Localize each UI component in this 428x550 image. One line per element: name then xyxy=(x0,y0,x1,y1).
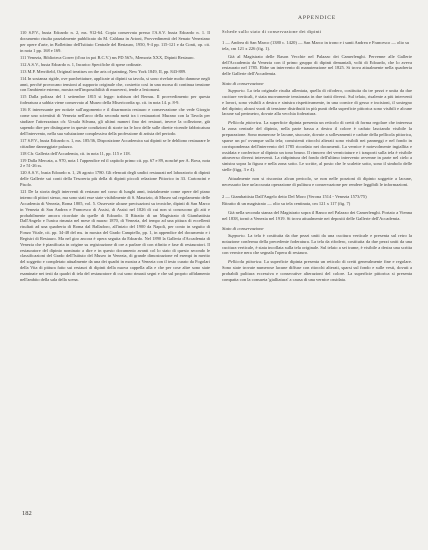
page-number: 182 xyxy=(22,510,32,517)
catalogue-entry-subtitle: Ritratto di un magistrato — olio su tela centinata, cm 121 x 117 (fig. 7) xyxy=(222,201,351,207)
paragraph xyxy=(222,120,412,173)
paragraph-text: La tela originale risulta allentata, quella di rifodero, costituita da tre pezzi e unita da due cuciture verticali, è stata nuovamente tensionata in due tratti diversi. Sul telaio, risalente a più interventi e lavori, sono visibili a destra e sinistra rispettivamente, in una cornice di gesso e incisioni, il sostegno del dipinto; alcuni vuoti di tensione distribuiti in più punti della superficie pittorica sono visibili e alcune lacune sul perimetro, dovute alla vecchia foderatura. xyxy=(222,88,413,117)
catalogue-entry-title: 2 — Giambattista Dall'Angelo detto Del Moro (Verona 1514 - Venezia 1573/75) xyxy=(222,193,367,199)
footnote: 120 A.S.V., busta Edoardo n. 1, 26 agosto 1780. Gli elencati degli undici restaurati nel laboratorio di dipinti delle Gallerie sui conti della Tesoreria più della di dipinti piccoli relazione Pittorico in 33. Cartoncini e Pisolo. xyxy=(20,170,210,188)
paragraph-label: Supporto. xyxy=(228,88,246,94)
paragraph: Già al Magistrato delle Rason Vecchie nel Palazzo dei Camerlenghi. Pervenne alle Gallerie dell'Accademia da Venezia con il primo gruppo di dipinti demaniali, volti di Edoardo, che lo aveva restaurato nel 1785. Ebbe un intervento di manutenzione nel 1825. Si trova attualmente nella quadreria delle Gallerie dell'Accademia. xyxy=(222,53,412,77)
appendix-intro-title: Schede sullo stato di conservazione dei dipinti xyxy=(222,29,322,34)
section-subtitle: Stato di conservazione xyxy=(222,81,264,87)
paragraph-text: La tela è costituita da due pezzi uniti da una cucitura verticale e presenta sul retro la notazione conferma della precedente foderatura. La tela da rifodero, costituita da due pezzi uniti da una cucitura verticale, è stata incollata sulla tela originale. Sul telaio a sei trame, è visibile a destra una scritta con vernice nera che segnala l'opera di restauro. xyxy=(222,232,412,256)
footnote: 110 S.P.V., busta Edoardo n. 2, ms. 912-64. Copia conservata presso l'A.S.V. busta Edoardo n. 1. Il documento risulta parzialmente pubblicato da M. Caldana in Artoni, Provvedimenti del Senato Veneziano per opere d'arte, in Bollettino dell'Istituto Centrale del Restauro, 1950, 9-4 pp. 115-121 e da Conti, op. cit. in nota 1 pp. 168 e 169. xyxy=(20,30,210,53)
appendix-column xyxy=(222,15,413,286)
paragraph xyxy=(222,88,412,117)
paragraph xyxy=(222,259,412,282)
paragraph-label: Supporto. xyxy=(228,232,246,238)
paragraph: Attualmente non si riscontra alcun pericolo, se non nelle porzioni di dipinto soggette a lacune, necessario fare un'accurata operazione di pulitura e conservazione per rendere leggibili le informazioni. xyxy=(222,175,412,187)
footnote: 116 E interessante per notizie sull'argomento e il disarmonia restauro e conservazione che vede Giorgio come uno scientisti di Venezia nell'arco della seconda metà tra i restauratori Murano con la Tavola per studiare l'attrezzatura cfr. Ursula Silvana, gli ultimi numeri fino dei restauri, invece la collezione, già sapendo dire per distinguere in queste condizioni di storie tra le loro delle sulle dirette vicende fabbricatura dell'intervento, nella sua valutazione complessiva della professione di artista del periodo. xyxy=(20,107,210,136)
footnote: 121 De la storia degli interventi di restauro nel corso di lunghi anni, inizialmente come opere del piano interno di pittori stesso, ma sono stati esse state visibilmente di S. Maurizio, di Museo sul regolamento delle Accademia di Venezia, Roma 1805, vol. 5. Osservate alcune precisazioni su tecniche, dipinti di San Marco in Venezia di San Andrea e Francesco di Assisi, di Assisi nel 1826 di cui non si conoscono gli atti e probabilmente ancora ricordate da quelle di Edoardo. Il Ritratto di un Magistrato di Giambattista Dall'Angelo e l'unica rimasta nel mese di marzo 1870, di Venezia, del tempo ad una pittura di eccellenti risultati ad una quadreria di Roma dal Balladoro, all'inizio del 1900 da Napoli, per conto in seguito di Fonzo Vitale, cit. pp. 34-48 del ms. in mostra del Grado Campiello, pp. 1, in appendice del documento e i Registri di Restauro. Ma nel giro ancora è opera seguita da Edoardo. Nel 1890 la Galleria d'Accademia di Venezia che è pianificata in origine su registrazione di ore a parlare di con rifinito e fase di restauratori. Il restauratore del dipinto nominato a dire e in questo documento avanti col lo stato di questo secondo le classificazioni del Grado dell'Istituto del Museo in Venezia, di grande dimostrazione ed esempi in merito del soggetto e completato attualmente da una dei quadri in mostra a Venezia con il testo curato da Fogolari della Vita di pittura fatto sui restauri di dipinti della nuova cappella alla e che per cose altre sono state esaminate nei testi da quadri di tela del restauratore di cui sono rimasti segni e che sul proprio affidamento nell'ambito della sala della scena. xyxy=(20,189,210,282)
appendix-heading: APPENDICE xyxy=(298,15,336,21)
paragraph: Già nella seconda stanza del Magistrato sopra il Banco nel Palazzo dei Camerlenghi. Portato a Vienna nel 1838, tornò a Venezia nel 1919. Si trova attualmente nei depositi delle Gallerie dell'Accademia. xyxy=(222,210,412,222)
paragraph-text: La superficie dipinta presenta un reticolo di cretti di forma regolare che interessa la zona centrale del dipinto, nella parte bassa a destra il colore è caduto lasciando visibile la preparazione. Sono numerose le lacune, stuccate, dovute a sollevamenti e cadute della pellicola pittorica, sparse un po' ovunque sulla tela; consistenti ritocchi alterati sono visibili nei panneggi e nel fondo in corrispondenza dell'intervento del 1785 ricordato nei documenti. La vernice è notevolmente ingiallita e ossidata e conferisce al dipinto un tono bruno. Il rinnovo dei verniciature e i trasporti sulla tela è visibile attraverso diversi interventi. La ridipintura del fondo dell'ultimo intervento avvenne in parte nel cielo a sinistra sopra la figura e nella zona sotto. Le scritte, al posto che le scalette sotto, sono il simbolo delle stelle (figg. 3 e 4). xyxy=(222,120,413,173)
footnote: 118 Cfr. Galleria dell'Accademia, cit. in nota 11, pp. 115 e 118. xyxy=(20,150,131,156)
paragraph-label: Pellicola pittorica. xyxy=(228,259,263,265)
paragraph xyxy=(222,233,412,256)
catalogue-entry-title: 1 — Andrea di San Marco (1380 c. 1420) — San Marco in trono e i santi Andrea e Francesco — olio su tela, cm 121 x 226 (fig. 1). xyxy=(222,40,410,51)
footnote: 117 S.P.V., busta Edoardo n. 1, ms. 185/36, Disposizione Accademica sui dipinti se le dehliono restaurare le cittadine danneggiate palazzo. xyxy=(20,137,210,149)
footnote: 113 M.P. Merrifield, Original treatises on the arts of painting, New York 1849, II, pp. 843-889. xyxy=(20,68,187,74)
footnote: 119 Dalla Mercata, a. 970, nota 1 l'appendice ed il capitolo primo cit. pp. 67 e 89, nonché per A. Bova, nota 2 e 51-26 ss. xyxy=(20,157,210,169)
section-subtitle: Stato di conservazione xyxy=(222,225,264,231)
footnote: 115 Dalla polizza del 1 settembre 1815 si legge: trabison del Bernas. Il provvedimento per questa foderatura a sabbia viene conservato al Museo della Misericordia sp. cit. in nota 14. p. 8-9. xyxy=(20,94,210,106)
paragraph-label: Pellicola pittorica. xyxy=(228,120,263,126)
footnote: 112 A.S.V., busta Edoardo n. 1, Incarico Specifiche di spese ordinate. xyxy=(20,61,142,67)
footnote: 111 Venezia, Biblioteca Correr (d'ora in poi B.C.V.) ms PD 567c, Memoria XXX, Dipinti Restauro. xyxy=(20,54,195,60)
footnotes-column xyxy=(20,30,210,284)
footnote: 114 In sostanza rigide, ove parchettature, applicate ai dipinti su tavola, si sono rivelate molto dannose negli anni, perché provocano tensioni al supporto originale che, costretto così in una morsa di continua tensione con l'ambiente esterno, mostra nell'impossibilità di muoversi, tende a lesionarsi. xyxy=(20,75,210,93)
paragraph-text: La superficie dipinta presenta un reticolo di cretti generalmente fine e regolare. Sono state trovate numerose lacune diffuse con ritocchi alterati, sparsi sul fondo e sulle vesti, dovuti a probabili pulitura eccessiva e consecutive alterazioni del colore. La superficie pittorica si presenta compatta con la consueta 'gialliatura' a causa di una vernice ossidata. xyxy=(222,259,413,282)
